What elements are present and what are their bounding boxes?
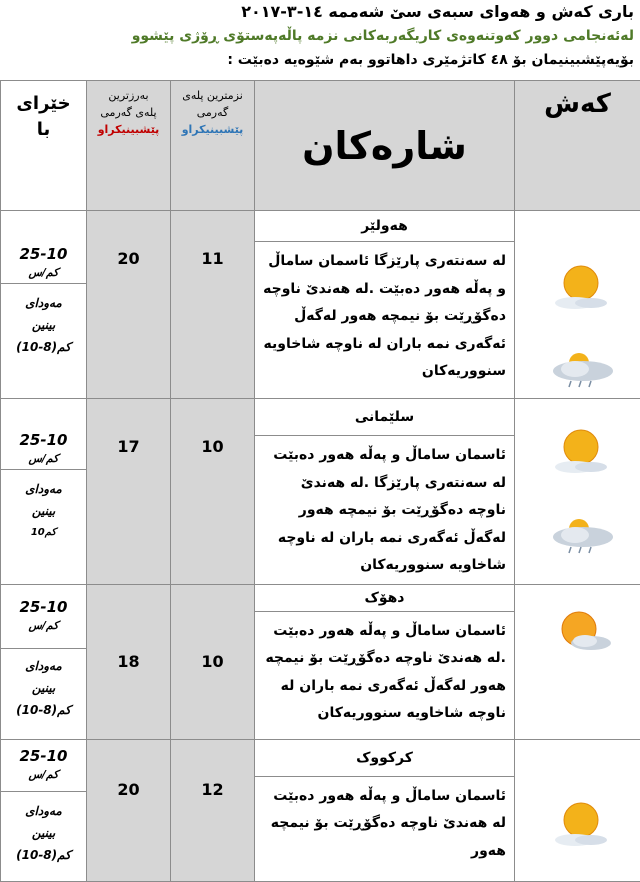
max-temp: 18 xyxy=(87,584,171,739)
city-description: ئاسمان ساماڵ و پەڵە هەور دەبێت لە سەنتەری پارێزگا .لە هەندێ ناوچە دەگۆڕێت بۆ نیمچە هەور لەگەڵ ئەگەری نمە باران لە ناوچە شاخاویە سنووریەکان xyxy=(255,436,515,585)
visibility: مەودای بینین 10کم xyxy=(1,470,86,552)
max-temp: 20 xyxy=(87,211,171,399)
max-forecast-label: پێشبینیکراو xyxy=(87,121,170,138)
city-name: سلێمانی xyxy=(255,399,515,436)
table-row xyxy=(1,211,640,242)
city-name: هەولێر xyxy=(255,211,515,242)
city-name: دهۆک xyxy=(255,584,515,611)
wind-header: خێرای با xyxy=(1,81,87,211)
min-temp-header: نزمترین پلەی گەرمی پێشبینیکراو xyxy=(171,81,255,211)
sun-cloud-icon xyxy=(553,796,611,848)
max-temp-header: بەرزترین پلەی گەرمی پێشبینیکراو xyxy=(87,81,171,211)
city-name: کرکووک xyxy=(255,739,515,776)
table-row xyxy=(1,399,640,436)
min-temp: 11 xyxy=(171,211,255,399)
table-header-row xyxy=(1,81,640,211)
wind-speed: 25-10 کم/س xyxy=(1,244,86,284)
city-description: ئاسمان ساماڵ و پەڵە هەور دەبێت لە هەندێ ناوچە دەگۆڕێت بۆ نیمچە هەور xyxy=(255,776,515,881)
rain-cloud-icon xyxy=(549,515,617,555)
cities-header: شارەکان xyxy=(255,81,515,211)
max-temp: 17 xyxy=(87,399,171,585)
cloud-header: کەش xyxy=(515,81,640,211)
weather-icons xyxy=(515,584,640,739)
forecast-subtitle: لەئەنجامی دوور کەوتنەوەی کاریگەربەکانی نزمە پاڵەپەستۆی ڕۆژی پێشوو xyxy=(6,28,634,44)
sun-cloud-icon xyxy=(553,259,611,311)
city-description: لە سەنتەری پارێزگا ئاسمان ساماڵ و پەڵە هەور دەبێت .لە هەندێ ناوچە دەگۆڕێت بۆ نیمچە هەور لەگەڵ ئەگەری نمە باران لە ناوچە شاخاویە سنووریەکان xyxy=(255,242,515,399)
city-description: ئاسمان ساماڵ و پەڵە هەور دەبێت .لە هەندێ ناوچە دەگۆڕێت بۆ نیمچە هەور لەگەڵ ئەگەری نمە باران لە ناوچە شاخاویە سنووریەکان xyxy=(255,611,515,739)
wind-speed: 25-10 کم/س xyxy=(1,746,86,792)
min-forecast-label: پێشبینیکراو xyxy=(171,121,254,138)
weather-icons xyxy=(515,739,640,881)
min-temp: 10 xyxy=(171,399,255,585)
weather-icons xyxy=(515,399,640,585)
rain-cloud-icon xyxy=(549,349,617,389)
wind-speed: 25-10 کم/س xyxy=(1,597,86,649)
weather-icons xyxy=(515,211,640,399)
max-temp: 20 xyxy=(87,739,171,881)
sun-cloud-icon xyxy=(551,607,613,657)
visibility: مەودای بینین (10-8)کم xyxy=(1,792,86,874)
table-row xyxy=(1,584,640,611)
sun-cloud-icon xyxy=(553,423,611,475)
visibility: مەودای بینین (10-8)کم xyxy=(1,284,86,366)
wind-speed: 25-10 کم/س xyxy=(1,430,86,470)
forecast-table xyxy=(0,80,640,882)
visibility: مەودای بینین (10-8)کم xyxy=(1,649,86,727)
forecast-title: باری کەش و هەوای سبەی سێ شەممە ١٤-٣-٢٠١٧ xyxy=(6,2,634,21)
table-row xyxy=(1,739,640,776)
min-temp: 10 xyxy=(171,584,255,739)
forecast-intro: بۆیەپێشبینیمان بۆ ٤٨ کاتژمێری داهاتوو بەم شێوەیە دەبێت : xyxy=(6,52,634,68)
min-temp: 12 xyxy=(171,739,255,881)
